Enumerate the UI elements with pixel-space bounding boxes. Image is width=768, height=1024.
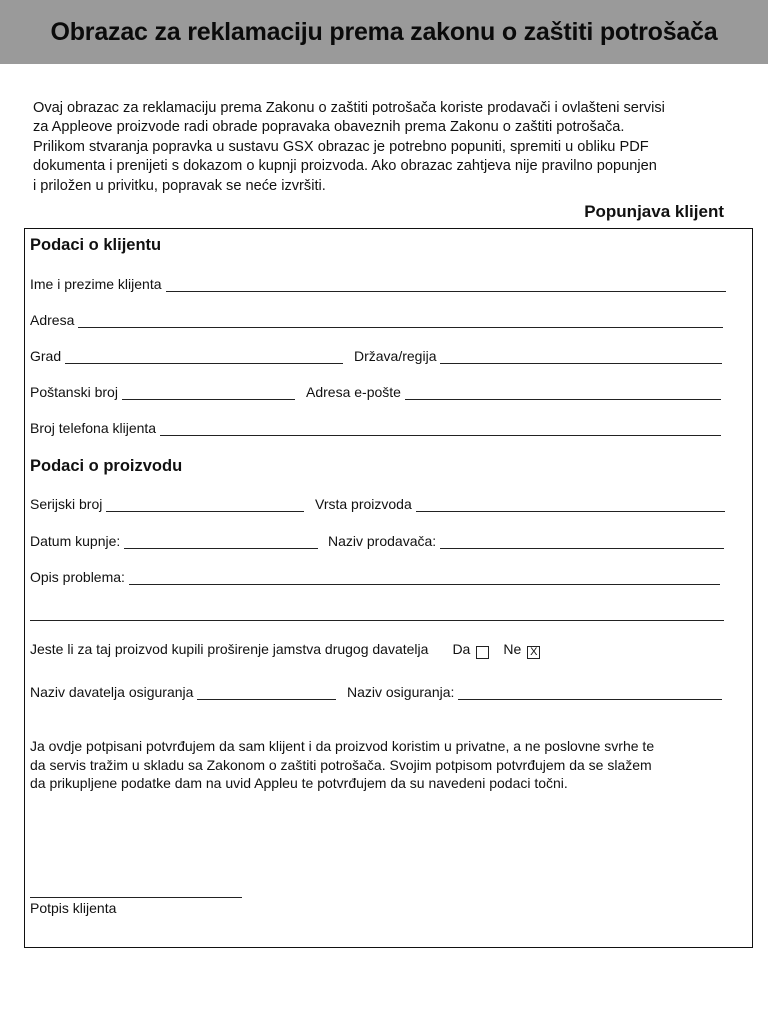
- intro-paragraph: [33, 99, 743, 196]
- client-name-field[interactable]: [30, 272, 726, 292]
- seller-name-label: Naziv prodavača:: [328, 533, 437, 549]
- no-checkbox[interactable]: X: [527, 646, 540, 659]
- insurer-name-field[interactable]: [30, 680, 336, 700]
- postal-code-label: Poštanski broj: [30, 384, 118, 400]
- phone-field[interactable]: [30, 416, 721, 436]
- intro-line: i priložen u privitku, popravak se neće izvršiti.: [33, 177, 326, 194]
- address-label: Adresa: [30, 312, 75, 328]
- purchase-date-field[interactable]: [30, 529, 318, 549]
- email-input[interactable]: [405, 385, 721, 400]
- problem-description-input[interactable]: [129, 570, 720, 585]
- intro-line: dokumenta i prenijeti s dokazom o kupnji proizvoda. Ako obrazac zahtjeva nije pravilno popunjen: [33, 158, 657, 175]
- declaration-line: da prikupljene podatke dam na uvid Appleu te potvrđujem da su navedeni podaci točni.: [30, 775, 568, 791]
- address-input[interactable]: [78, 313, 723, 328]
- insurer-name-label: Naziv davatelja osiguranja: [30, 684, 194, 700]
- yes-checkbox[interactable]: [476, 646, 489, 659]
- phone-label: Broj telefona klijenta: [30, 420, 157, 436]
- country-input[interactable]: [440, 349, 722, 364]
- city-field[interactable]: [30, 344, 343, 364]
- serial-number-field[interactable]: [30, 492, 304, 512]
- warranty-question-label: Jeste li za taj proizvod kupili proširenje jamstva drugog davatelja: [30, 641, 429, 657]
- page-title: Obrazac za reklamaciju prema zakonu o zaštiti potrošača: [50, 17, 718, 46]
- purchase-date-input[interactable]: [124, 534, 318, 549]
- problem-description-label: Opis problema:: [30, 569, 125, 585]
- seller-name-input[interactable]: [440, 534, 724, 549]
- insurance-name-field[interactable]: [347, 680, 722, 700]
- country-label: Država/regija: [354, 348, 437, 364]
- declaration-line: Ja ovdje potpisani potvrđujem da sam klijent i da proizvod koristim u privatne, a ne poslovne svrhe te: [30, 738, 655, 754]
- email-label: Adresa e-pošte: [306, 384, 401, 400]
- address-field[interactable]: [30, 308, 723, 328]
- postal-code-field[interactable]: [30, 380, 295, 400]
- product-type-label: Vrsta proizvoda: [315, 496, 412, 512]
- phone-input[interactable]: [160, 421, 721, 436]
- declaration-line: da servis tražim u skladu sa Zakonom o zaštiti potrošača. Svojim potpisom potvrđujem da se slažem: [30, 756, 652, 773]
- fill-by-label: Popunjava klijent: [584, 202, 724, 221]
- city-label: Grad: [30, 348, 62, 364]
- insurance-name-input[interactable]: [458, 685, 722, 700]
- signature-line[interactable]: [30, 897, 242, 898]
- product-section-heading: Podaci o proizvodu: [30, 457, 183, 475]
- client-name-input[interactable]: [166, 277, 727, 292]
- no-label: Ne: [503, 641, 522, 657]
- city-input[interactable]: [65, 349, 343, 364]
- title-bar: [0, 0, 768, 64]
- country-field[interactable]: [354, 344, 722, 364]
- serial-number-input[interactable]: [106, 497, 304, 512]
- client-name-label: Ime i prezime klijenta: [30, 276, 162, 292]
- insurer-name-input[interactable]: [197, 685, 336, 700]
- problem-description-input-2[interactable]: [30, 606, 724, 621]
- form-box: [24, 228, 753, 948]
- product-type-input[interactable]: [416, 497, 725, 512]
- declaration-paragraph: [30, 737, 720, 793]
- problem-description-field[interactable]: [30, 565, 720, 585]
- intro-line: Ovaj obrazac za reklamaciju prema Zakonu o zaštiti potrošača koriste prodavači i ovlašteni servisi: [33, 100, 665, 116]
- seller-name-field[interactable]: [328, 529, 724, 549]
- intro-line: za Appleove proizvode radi obrade popravaka obaveznih prema Zakonu o zaštiti potrošača.: [33, 119, 625, 136]
- problem-description-line-2[interactable]: [30, 601, 724, 621]
- postal-code-input[interactable]: [122, 385, 295, 400]
- serial-number-label: Serijski broj: [30, 496, 103, 512]
- signature-label: Potpis klijenta: [30, 900, 117, 916]
- intro-line: Prilikom stvaranja popravka u sustavu GSX obrazac je potrebno popuniti, spremiti u obliku PDF: [33, 138, 649, 155]
- purchase-date-label: Datum kupnje:: [30, 533, 121, 549]
- product-type-field[interactable]: [315, 492, 725, 512]
- yes-label: Da: [452, 641, 471, 657]
- client-section-heading: Podaci o klijentu: [30, 236, 162, 254]
- email-field[interactable]: [306, 380, 721, 400]
- insurance-name-label: Naziv osiguranja:: [347, 684, 455, 700]
- warranty-question-row: [30, 637, 590, 657]
